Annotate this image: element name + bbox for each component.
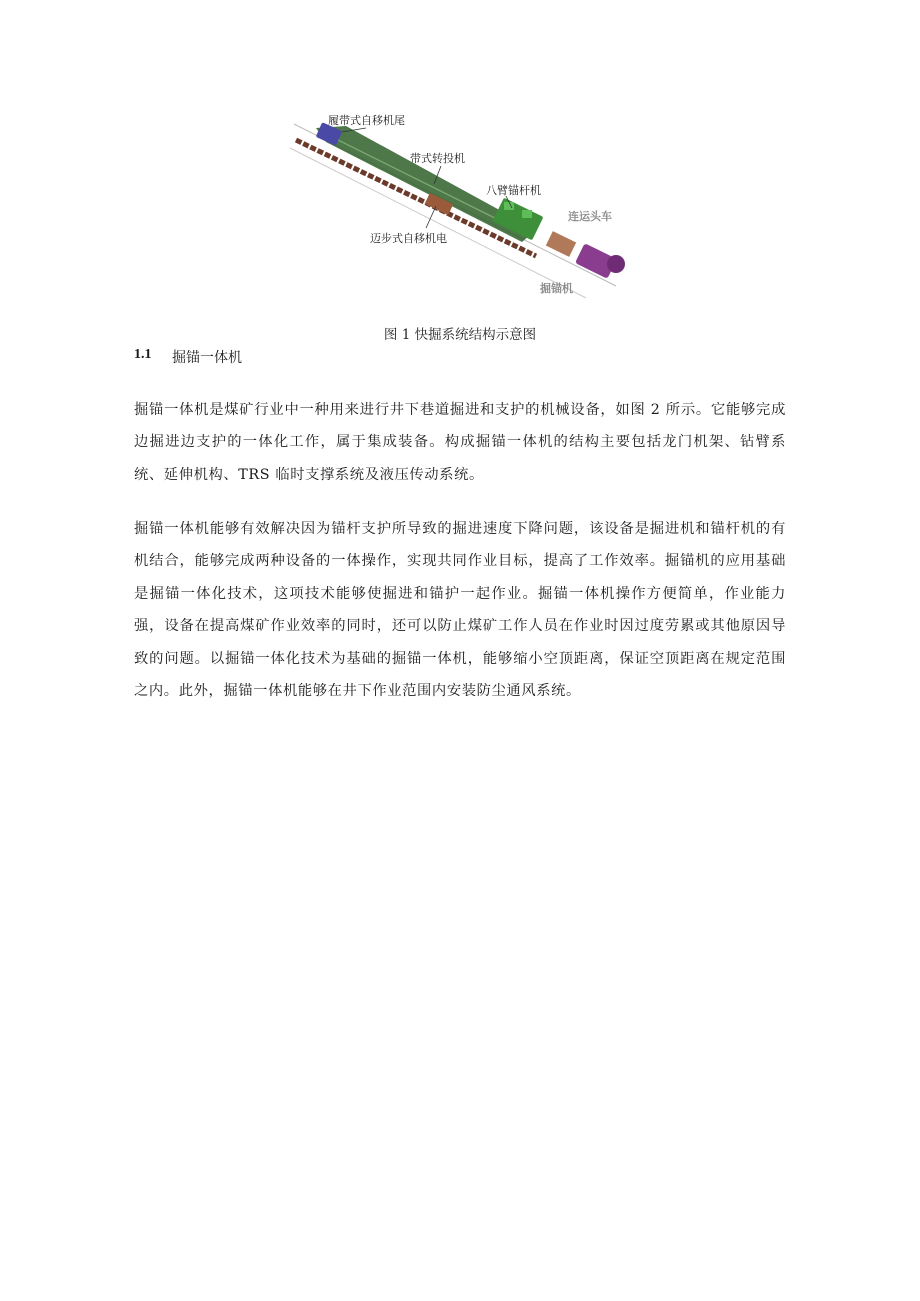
system-diagram	[286, 106, 640, 302]
cutter-head	[607, 255, 625, 273]
bolter-arm	[504, 202, 514, 210]
label-power: 迈步式自移机电	[370, 232, 447, 245]
section-heading	[134, 347, 242, 367]
tunnel-edge-bottom	[290, 148, 586, 298]
label-bolter: 八臂锚杆机	[486, 184, 541, 197]
label-tail: 履带式自移机尾	[328, 114, 405, 127]
label-miner: 掘锚机	[540, 282, 573, 295]
figure-caption: 图 1 快掘系统结构示意图	[383, 327, 537, 343]
bolter-arm	[522, 210, 532, 218]
section-number: 1.1	[134, 347, 152, 362]
paragraph: 掘锚一体机是煤矿行业中一种用来进行井下巷道掘进和支护的机械设备，如图 2 所示。它能够完成边掘进边支护的一体化工作，属于集成装备。构成掘锚一体机的结构主要包括龙门机架、钻臂系统、延伸机构、TRS 临时支撑系统及液压传动系统。	[134, 402, 786, 483]
leader-power	[426, 206, 436, 228]
system-diagram-svg	[286, 106, 640, 302]
label-shuttle: 连运头车	[568, 210, 612, 223]
paragraph: 掘锚一体机能够有效解决因为锚杆支护所导致的掘进速度下降问题，该设备是掘进机和锚杆机的有机结合，能够完成两种设备的一体操作，实现共同作业目标，提高了工作效率。掘锚机的应用基础是掘锚一体化技术，这项技术能够使掘进和锚护一起作业。掘锚一体机操作方便简单，作业能力强，设备在提高煤矿作业效率的同时，还可以防止煤矿工作人员在作业时因过度劳累或其他原因导致的问题。以掘锚一体化技术为基础的掘锚一体机，能够缩小空顶距离，保证空顶距离在规定范围之内。此外，掘锚一体机能够在井下作业范围内安装防尘通风系统。	[134, 521, 786, 700]
section-title: 掘锚一体机	[172, 350, 242, 366]
label-conveyor: 带式转投机	[410, 152, 465, 165]
